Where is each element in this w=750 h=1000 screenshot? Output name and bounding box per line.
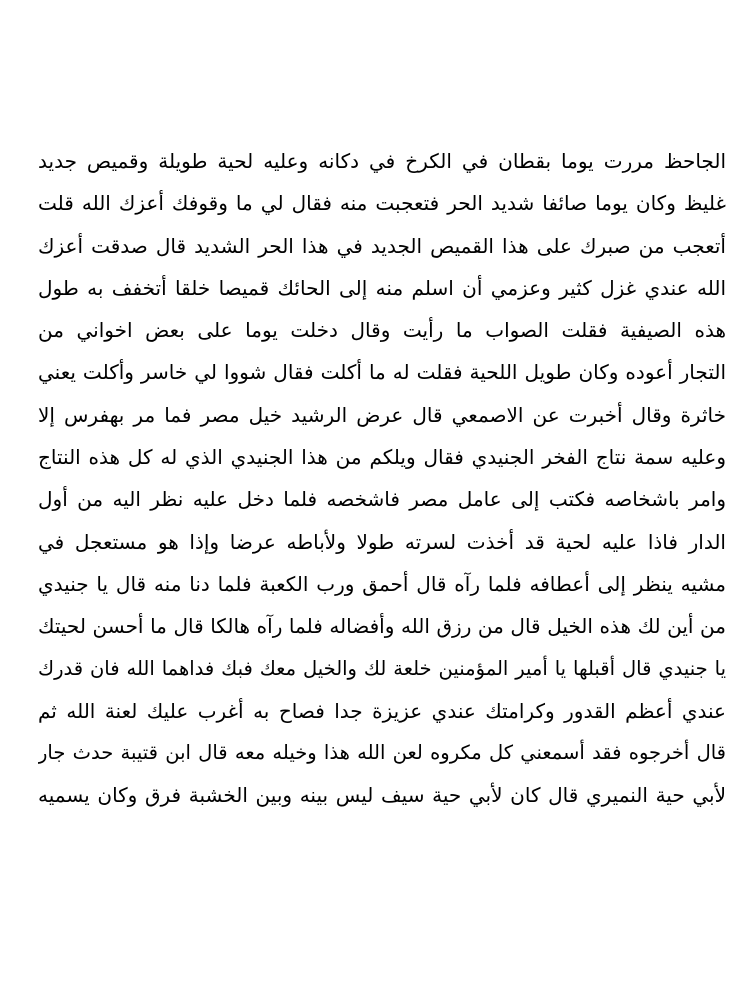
text-line-1: الجاحظ مررت يوما بقطان في الكرخ في دكانه وعليه لحية طويلة وقميص جديد bbox=[38, 149, 726, 173]
arabic-text-block bbox=[38, 140, 726, 817]
text-line-8: وعليه سمة نتاج الفخر الجنيدي فقال ويلكم من هذا الجنيدي الذي له كل هذه النتاج bbox=[38, 445, 726, 470]
text-line-6: التجار أعوده وكان طويل اللحية فقلت له ما أكلت فقال شووا لي خاسر وأكلت يعني bbox=[38, 360, 726, 385]
text-line-9: وامر باشخاصه فكتب إلى عامل مصر فاشخصه فلما دخل عليه نظر اليه من أول bbox=[38, 487, 726, 512]
text-line-4: الله عندي غزل كثير وعزمي أن اسلم منه إلى الحائك قميصا خلقا أتخفف به طول bbox=[38, 275, 726, 300]
text-line-5: هذه الصيفية فقلت الصواب ما رأيت وقال دخلت يوما على بعض اخواني من bbox=[38, 318, 726, 343]
text-line-7: خاثرة وقال أخبرت عن الاصمعي قال عرض الرشيد خيل مصر فما مر بهفرس إلا bbox=[38, 402, 726, 427]
text-line-3: أتعجب من صبرك على هذا القميص الجديد في هذا الحر الشديد قال صدقت أعزك bbox=[38, 233, 726, 258]
text-line-11: مشيه ينظر إلى أعطافه فلما رآه قال أحمق ورب الكعبة فلما دنا منه قال يا جنيدي bbox=[38, 571, 726, 596]
text-line-14: عندي أعظم القدور وكرامتك عندي عزيزة جدا فصاح به أغرب عليك لعنة الله ثم bbox=[38, 698, 726, 723]
text-line-15: قال أخرجوه فقد أسمعني كل مكروه لعن الله هذا وخيله معه قال ابن قتيبة حدث جار bbox=[38, 741, 726, 765]
text-line-2: غليظ وكان يوما صائفا شديد الحر فتعجبت منه فقال لي ما وقوفك أعزك الله قلت bbox=[38, 191, 726, 216]
text-line-16: لأبي حية النميري قال كان لأبي حية سيف ليس بينه وبين الخشبة فرق وكان يسميه bbox=[38, 783, 726, 808]
text-line-13: يا جنيدي قال أقبلها يا أمير المؤمنين خلعة لك والخيل معك فبك فداهما الله فان قدرك bbox=[38, 656, 726, 680]
text-line-12: من أين لك هذه الخيل قال من رزق الله وأفضاله فلما رآه هالكا قال ما أحسن لحيتك bbox=[38, 614, 726, 639]
text-line-10: الدار فاذا عليه لحية قد أخذت لسرته طولا ولأباطه عرضا وإذا هو مستعجل في bbox=[38, 529, 726, 554]
